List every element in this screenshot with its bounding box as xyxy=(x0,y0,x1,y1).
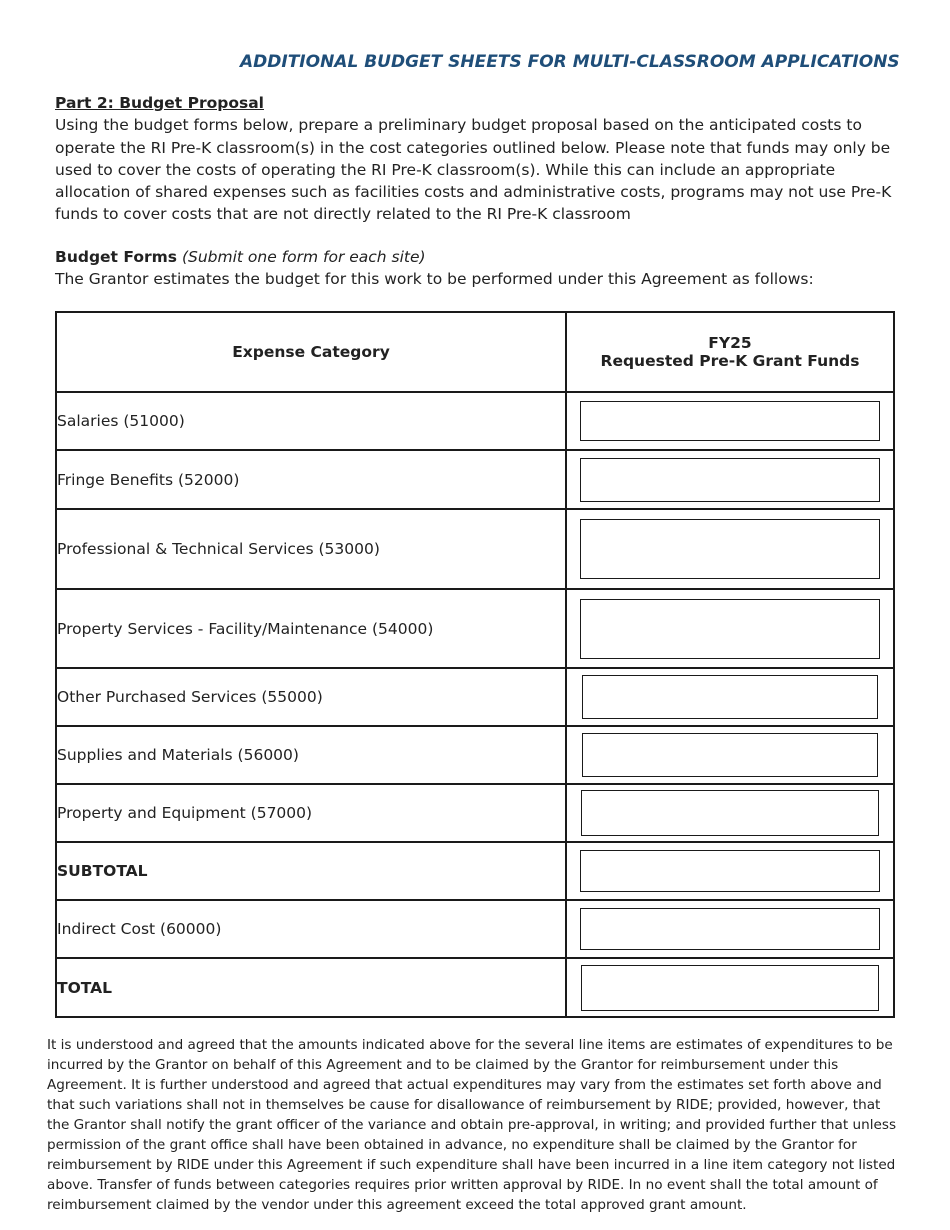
table-row xyxy=(56,726,894,784)
table-header-row xyxy=(56,312,894,392)
expense-category-property-services: Property Services - Facility/Maintenance (54000) xyxy=(56,589,566,668)
subtotal-amount-input[interactable] xyxy=(580,850,880,892)
table-row xyxy=(56,958,894,1017)
document-title: ADDITIONAL BUDGET SHEETS FOR MULTI-CLASSROOM APPLICATIONS xyxy=(240,52,900,72)
part2-heading: Part 2: Budget Proposal xyxy=(55,94,264,112)
total-amount-input[interactable] xyxy=(581,965,879,1011)
table-row xyxy=(56,450,894,509)
fiscal-year-label: FY25 xyxy=(708,334,752,352)
property-equipment-amount-input[interactable] xyxy=(581,790,879,836)
supplies-amount-input[interactable] xyxy=(582,733,878,777)
expense-category-other-purchased: Other Purchased Services (55000) xyxy=(56,668,566,726)
expense-category-fringe-benefits: Fringe Benefits (52000) xyxy=(56,450,566,509)
table-row xyxy=(56,589,894,668)
indirect-cost-amount-input[interactable] xyxy=(580,908,880,950)
property-services-amount-input[interactable] xyxy=(580,599,880,659)
other-purchased-amount-input[interactable] xyxy=(582,675,878,719)
expense-category-supplies: Supplies and Materials (56000) xyxy=(56,726,566,784)
expense-category-property-equipment: Property and Equipment (57000) xyxy=(56,784,566,842)
budget-forms-intro: The Grantor estimates the budget for this work to be performed under this Agreement as follows: xyxy=(55,270,814,289)
table-row xyxy=(56,392,894,450)
subtotal-label: SUBTOTAL xyxy=(56,842,566,900)
table-row xyxy=(56,784,894,842)
budget-forms-section xyxy=(55,246,900,291)
table-row xyxy=(56,900,894,958)
part2-section xyxy=(55,92,900,226)
table-row xyxy=(56,668,894,726)
total-label: TOTAL xyxy=(56,958,566,1017)
requested-funds-label: Requested Pre-K Grant Funds xyxy=(600,352,860,370)
table-row xyxy=(56,842,894,900)
expense-category-indirect-cost: Indirect Cost (60000) xyxy=(56,900,566,958)
table-row xyxy=(56,509,894,589)
budget-table xyxy=(55,311,895,1018)
budget-forms-heading: Budget Forms xyxy=(55,248,177,266)
expense-category-header: Expense Category xyxy=(56,312,566,392)
agreement-fine-print: It is understood and agreed that the amounts indicated above for the several line items are estimates of expenditures to be incurred by the Grantor on behalf of this Agreement and to be claimed by the Grantor for reimbursement under this Agreement. It is further understood and agreed that actual expenditures may vary from the estimates set forth above and that such variations shall not in themselves be cause for disallowance of reimbursement by RIDE; provided, however, that the Grantor shall notify the grant officer of the variance and obtain pre-approval, in writing; and provided further that unless permission of the grant office shall have been obtained in advance, no expenditure shall be claimed by the Grantor for reimbursement by RIDE under this Agreement if such expenditure shall have been incurred in a line item category not listed above. Transfer of funds between categories requires prior written approval by RIDE. In no event shall the total amount of reimbursement claimed by the vendor under this agreement exceed the total approved grant amount. xyxy=(47,1037,897,1213)
expense-category-professional-technical: Professional & Technical Services (53000) xyxy=(56,509,566,589)
part2-body: Using the budget forms below, prepare a preliminary budget proposal based on the anticipated costs to operate the RI Pre-K classroom(s) in the cost categories outlined below. Please note that funds may only be used to cover the costs of operating the RI Pre-K classroom(s). While this can include an appropriate allocation of shared expenses such as facilities costs and administrative costs, programs may not use Pre-K funds to cover costs that are not directly related to the RI Pre-K classroom xyxy=(55,116,892,224)
budget-forms-note: (Submit one form for each site) xyxy=(181,248,426,266)
expense-category-salaries: Salaries (51000) xyxy=(56,392,566,450)
salaries-amount-input[interactable] xyxy=(580,401,880,441)
professional-technical-amount-input[interactable] xyxy=(580,519,880,579)
requested-funds-header xyxy=(566,312,894,392)
budget-forms-heading-line xyxy=(55,246,900,268)
fringe-benefits-amount-input[interactable] xyxy=(580,458,880,502)
